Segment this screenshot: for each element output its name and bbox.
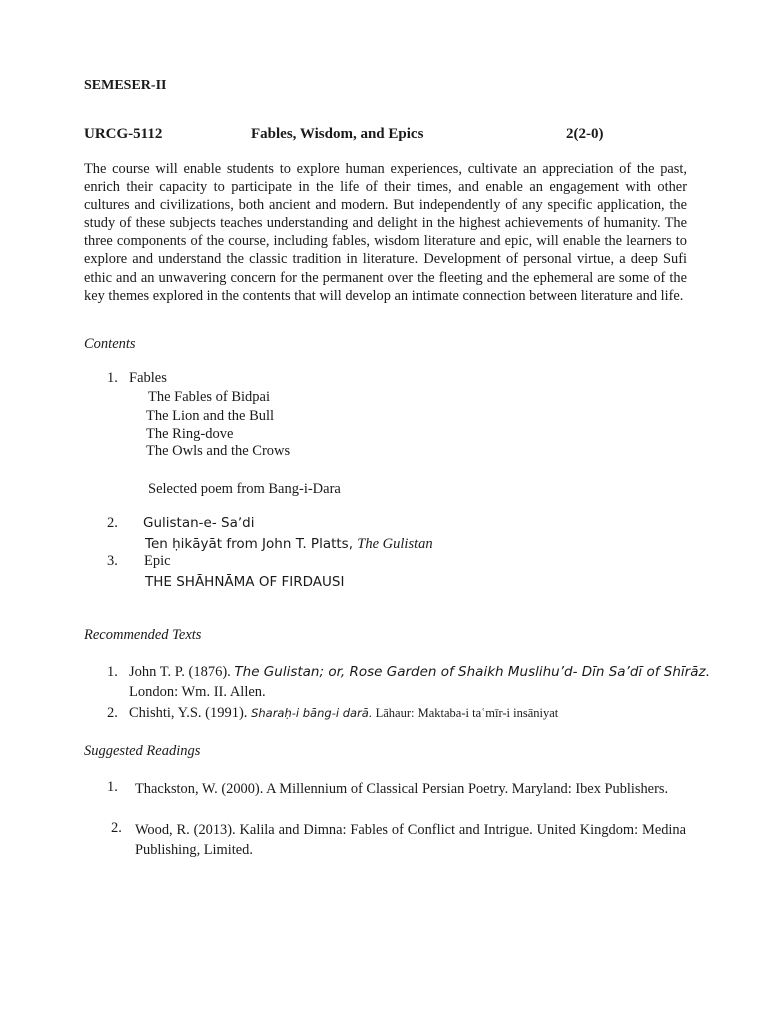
recommended-after: Lāhaur: Maktaba-i taʿmīr-i insāniyat: [372, 706, 559, 720]
fables-subitem: The Owls and the Crows: [146, 443, 291, 459]
suggested-item: Thackston, W. (2000). A Millennium of Classical Persian Poetry. Maryland: Ibex Publishers.: [135, 781, 669, 797]
gulistan-subitem: [145, 536, 433, 553]
course-description: The course will enable students to explore human experiences, cultivate an appreciation of the past, enrich their capacity to participate in the life of their times, and enable an engagement with other cultures and civilizations, both ancient and modern. But independently of any specific application, the study of these subjects teaches understanding and delight in the highest achievements of humanity. The three components of the course, including fables, wisdom literature and epic, will enable the learners to explore and understand the classic tradition in literature. Development of personal virtue, a deep Sufi ethic and an unwavering concern for the permanent over the fleeting and the ephemeral are some of the key themes explored in the contents that will develop an intimate connection between literature and life.: [84, 161, 687, 304]
recommended-title: The Gulistan; or, Rose Garden of Shaikh Muslihu’d- Dīn Sa’dī of Shīrāz: [234, 664, 706, 680]
recommended-item-number: 2.: [107, 705, 118, 721]
fables-subitem: The Fables of Bidpai: [148, 389, 271, 405]
epic-subitem: THE SHĀHNĀMA OF FIRDAUSI: [145, 574, 345, 590]
recommended-author: John T. P. (1876).: [129, 664, 235, 680]
recommended-item: [129, 664, 709, 681]
fables-subitem: The Ring-dove: [146, 426, 234, 442]
suggested-heading: Suggested Readings: [84, 743, 201, 759]
suggested-item-number: 1.: [107, 779, 118, 795]
gulistan-subitem-text: Ten ḥikāyāt from John T. Platts,: [145, 536, 358, 552]
course-credits: 2(2-0): [566, 126, 604, 142]
recommended-after: .: [705, 664, 710, 680]
recommended-item-line2: London: Wm. II. Allen.: [129, 684, 266, 700]
suggested-item-number: 2.: [111, 820, 122, 836]
contents-item-gulistan: Gulistan-e- Saʼdi: [143, 515, 255, 531]
recommended-item-number: 1.: [107, 664, 118, 680]
contents-item-epic: Epic: [144, 553, 171, 569]
fables-subitem: The Lion and the Bull: [146, 408, 275, 424]
contents-item-number: 3.: [107, 553, 118, 569]
course-title: Fables, Wisdom, and Epics: [251, 126, 424, 142]
recommended-author: Chishti, Y.S. (1991).: [129, 705, 252, 721]
recommended-heading: Recommended Texts: [84, 627, 202, 643]
contents-item-number: 2.: [107, 515, 118, 531]
recommended-item: [129, 705, 558, 722]
gulistan-subitem-title: The Gulistan: [357, 536, 433, 552]
contents-item-number: 1.: [107, 370, 118, 386]
recommended-title: Sharaḥ-i bāng-i darā.: [251, 706, 373, 720]
suggested-item: Wood, R. (2013). Kalila and Dimna: Fables of Conflict and Intrigue. United Kingdom: Medina Publishing, Limited.: [135, 822, 686, 858]
semester-label: SEMESER-II: [84, 78, 167, 93]
contents-heading: Contents: [84, 336, 136, 352]
contents-item-fables: Fables: [129, 370, 167, 386]
fables-extra: Selected poem from Bang-i-Dara: [148, 481, 341, 497]
course-code: URCG-5112: [84, 126, 163, 142]
